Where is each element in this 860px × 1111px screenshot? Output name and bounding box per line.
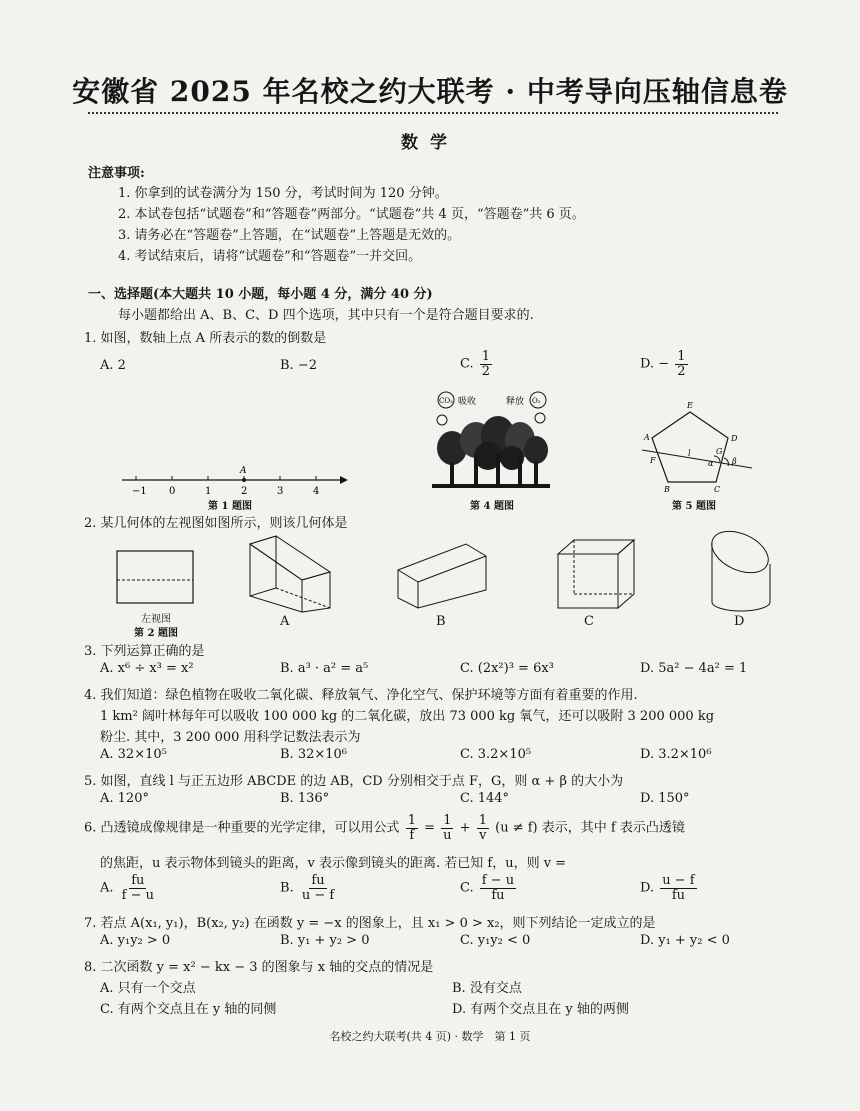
q5-option-b: B. 136° (280, 791, 330, 806)
notice-item: 4. 考试结束后，请将“试题卷”和“答题卷”一并交回。 (118, 249, 422, 264)
numerator: 1 (481, 349, 491, 364)
q5-option-d: D. 150° (640, 791, 690, 806)
fraction (120, 874, 156, 902)
q7-option-a: A. y₁y₂ > 0 (100, 933, 171, 948)
denominator: u (443, 827, 452, 843)
angle-label: α (708, 459, 714, 468)
section-instruction: 每小题都给出 A、B、C、D 四个选项，其中只有一个是符合题目要求的. (118, 308, 534, 323)
q6-text: (u ≠ f) 表示，其中 f 表示凸透镜 (495, 820, 685, 836)
angle-beta-arc (724, 458, 728, 466)
q3-option-b: B. a³ · a² = a⁵ (280, 661, 369, 676)
fig4-caption: 第 4 题图 (470, 501, 514, 512)
q7-option-c: C. y₁y₂ < 0 (460, 933, 531, 948)
vertex-label: A (644, 433, 650, 442)
q8-stem: 8. 二次函数 y = x² − kx − 3 的图象与 x 轴的交点的情况是 (84, 960, 434, 975)
point-a (242, 478, 246, 482)
fraction (480, 874, 516, 902)
fraction (480, 350, 492, 378)
q4-option-d: D. 3.2×10⁶ (640, 747, 712, 762)
fraction (477, 814, 489, 842)
q2-label-d: D (734, 614, 745, 629)
vertex-label: E (687, 401, 693, 410)
q4-option-c: C. 3.2×10⁵ (460, 747, 532, 762)
q8-option-b: B. 没有交点 (452, 981, 522, 996)
option-prefix: B. (280, 880, 294, 896)
tick-label: −1 (132, 486, 147, 497)
fig5-pentagon (636, 396, 756, 494)
absorb-label: 吸收 (458, 397, 477, 407)
denominator: u − f (301, 887, 335, 903)
q6-option-d (640, 874, 699, 902)
q6-line2: 的焦距，u 表示物体到镜头的距离，v 表示像到镜头的距离. 若已知 f，u，则 v = (100, 856, 567, 871)
q3-stem: 3. 下列运算正确的是 (84, 644, 205, 659)
o2-label: O₂ (532, 397, 541, 405)
q8-option-d: D. 有两个交点且在 y 轴的两侧 (452, 1002, 629, 1017)
q2-label-b: B (436, 614, 446, 629)
denominator: fu (671, 887, 685, 903)
q3-option-a: A. x⁶ ÷ x³ = x² (100, 661, 194, 676)
q4-option-a: A. 32×10⁵ (100, 747, 167, 762)
numerator: fu (311, 873, 325, 888)
q3-option-d: D. 5a² − 4a² = 1 (640, 661, 748, 676)
q1-option-b: B. −2 (280, 358, 317, 373)
notice-item: 3. 请务必在“答题卷”上答题，在“试题卷”上答题是无效的。 (118, 228, 461, 243)
operator: = (424, 820, 436, 836)
tick-label: 2 (241, 486, 248, 497)
section-heading: 一、选择题(本大题共 10 小题，每小题 4 分，满分 40 分) (88, 287, 433, 302)
q6-option-b (280, 874, 338, 902)
q4-line2: 1 km² 阔叶林每年可以吸收 100 000 kg 的二氧化碳，放出 73 000 kg 氧气，还可以吸附 3 200 000 kg (100, 709, 715, 724)
q6-option-c (460, 874, 518, 902)
tree-canopies (437, 416, 548, 470)
numerator: 1 (407, 813, 416, 828)
q5-option-c: C. 144° (460, 791, 510, 806)
denominator: f (409, 827, 415, 843)
angle-alpha-arc (714, 456, 720, 462)
q2-solid-a (246, 534, 336, 614)
release-label: 释放 (506, 397, 525, 407)
fraction (441, 814, 453, 842)
option-prefix: A. (100, 880, 114, 896)
q4-line1: 4. 我们知道：绿色植物在吸收二氧化碳、释放氧气、净化空气、保护环境等方面有着重要的作用. (84, 688, 638, 703)
q2-solid-d (706, 530, 776, 614)
notice-item: 1. 你拿到的试卷满分为 150 分，考试时间为 120 分钟。 (118, 186, 448, 201)
q2-solid-b (394, 542, 490, 612)
numerator: fu (131, 873, 145, 888)
q2-stem: 2. 某几何体的左视图如图所示，则该几何体是 (84, 516, 348, 531)
denominator: fu (491, 887, 505, 903)
fraction (406, 814, 418, 842)
fig1-caption: 第 1 题图 (208, 501, 252, 512)
point-label: F (650, 456, 656, 465)
vertex-label: B (664, 485, 670, 494)
notice-item: 2. 本试卷包括“试题卷”和“答题卷”两部分。“试题卷”共 4 页，“答题卷”共 6 页。 (118, 207, 585, 222)
option-prefix: C. (460, 880, 474, 896)
ground (432, 484, 550, 488)
subject-title: 数学 (401, 133, 459, 153)
tick-label: 1 (205, 486, 212, 497)
tick-label: 3 (277, 486, 284, 497)
angle-label: β (732, 457, 737, 466)
q6-text: 6. 凸透镜成像规律是一种重要的光学定律，可以用公式 (84, 820, 400, 836)
denominator: 2 (677, 363, 686, 379)
fig5-caption: 第 5 题图 (672, 501, 716, 512)
point-a-label: A (240, 466, 247, 476)
q8-option-a: A. 只有一个交点 (100, 981, 196, 996)
q2-left-view (116, 550, 196, 606)
q1-option-c (460, 350, 494, 378)
notice-heading: 注意事项: (88, 166, 145, 181)
operator: + (459, 820, 471, 836)
option-prefix: D. (640, 880, 655, 896)
q8-option-c: C. 有两个交点且在 y 轴的同侧 (100, 1002, 277, 1017)
left-view-label: 左视图 (141, 614, 171, 625)
fig2-caption: 第 2 题图 (134, 628, 178, 639)
q7-option-b: B. y₁ + y₂ > 0 (280, 933, 370, 948)
numerator: 1 (443, 813, 452, 828)
title-divider (88, 112, 778, 114)
fraction (675, 350, 687, 378)
q1-number-line (118, 462, 348, 498)
q2-solid-c (556, 538, 636, 610)
q7-option-d: D. y₁ + y₂ < 0 (640, 933, 730, 948)
fraction (300, 874, 336, 902)
q5-stem: 5. 如图，直线 l 与正五边形 ABCDE 的边 AB，CD 分别相交于点 F，G，则 α + β 的大小为 (84, 774, 624, 789)
q4-option-b: B. 32×10⁶ (280, 747, 348, 762)
q1-option-a: A. 2 (100, 358, 126, 373)
line-label: l (688, 449, 691, 458)
q7-stem: 7. 若点 A(x₁, y₁)，B(x₂, y₂) 在函数 y = −x 的图象上，且 x₁ > 0 > x₂，则下列结论一定成立的是 (84, 916, 656, 931)
numerator: u − f (662, 873, 695, 888)
fig4-trees (432, 390, 550, 494)
q6-option-a (100, 874, 158, 902)
q6-line1 (84, 814, 685, 842)
numerator: 1 (478, 813, 487, 828)
denominator: v (479, 827, 487, 843)
page-footer: 名校之约大联考(共 4 页) · 数学 第 1 页 (329, 1030, 531, 1043)
q3-option-c: C. (2x²)³ = 6x³ (460, 661, 554, 676)
numerator: f − u (481, 873, 515, 888)
q5-option-a: A. 120° (100, 791, 149, 806)
point-label: G (716, 447, 723, 456)
q2-label-a: A (280, 614, 290, 629)
vertex-label: C (714, 485, 721, 494)
option-prefix: D. − (640, 356, 670, 372)
tick-label: 4 (313, 486, 320, 497)
axis-arrow (340, 476, 348, 484)
q1-option-d (640, 350, 690, 378)
exam-title: 安徽省 2025 年名校之约大联考 · 中考导向压轴信息卷 (72, 75, 788, 108)
option-prefix: C. (460, 356, 474, 372)
vertex-label: D (731, 434, 738, 443)
q1-stem: 1. 如图，数轴上点 A 所表示的数的倒数是 (84, 331, 327, 346)
q4-line3: 粉尘. 其中，3 200 000 用科学记数法表示为 (100, 730, 361, 745)
denominator: f − u (121, 887, 155, 903)
co2-label: CO₂ (439, 397, 453, 405)
axis-ticks (136, 476, 316, 480)
numerator: 1 (677, 349, 686, 364)
denominator: 2 (481, 363, 491, 379)
fraction (660, 874, 696, 902)
q2-label-c: C (584, 614, 594, 629)
tick-label: 0 (169, 486, 176, 497)
